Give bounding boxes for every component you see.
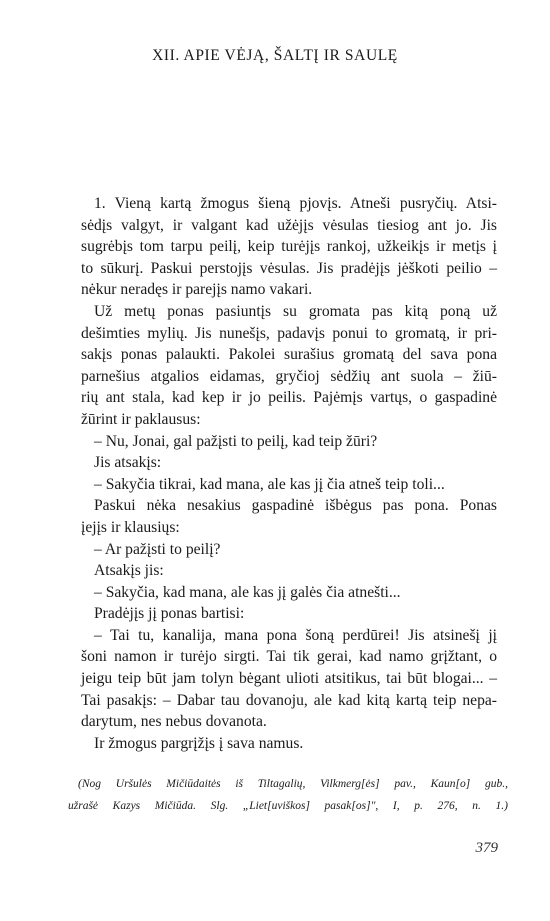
story-line: rių ant stala, kad kep ir jo peilis. Pajėmįs vartųs, o gaspadinė (81, 389, 497, 407)
story-line: dešimties mylių. Jis nunešįs, padavįs ponui to gromatą, ir pri- (81, 324, 497, 342)
story-line: – Nu, Jonai, gal pažįsti to peilį, kad teip žūri? (94, 432, 378, 450)
story-line: sėdįs valgyt, ir valgant kad užėjįs vėsulas tiesiog ant jo. Jis (81, 216, 497, 234)
story-line: įejįs ir klausiųs: (81, 518, 180, 536)
story-line: 1. Vieną kartą žmogus šieną pjovįs. Atneši pusryčių. Atsi- (94, 195, 497, 212)
story-line: Tai pasakįs: – Dabar tau dovanoju, ale kad kitą kartą teip nepa- (81, 691, 497, 709)
story-line: Ir žmogus pargrįžįs į sava namus. (94, 734, 304, 752)
story-line: Pradėjįs jį ponas bartisi: (94, 605, 245, 623)
story-line: Paskui nėka nesakius gaspadinė išbėgus pas pona. Ponas (94, 497, 497, 515)
story-line: parnešius atgalios eidamas, gryčioj sėdžių ant suola – žiū- (81, 367, 497, 385)
story-line: šoni namon ir turėjo sirgti. Tai tik gerai, kad namo grįžtant, o (81, 648, 497, 666)
story-line: – Sakyčia, kad mana, ale kas jį galės čia atnešti... (94, 583, 401, 601)
story-line: – Sakyčia tikrai, kad mana, ale kas jį čia atneš teip toli... (94, 475, 445, 493)
story-line: to sūkurį. Paskui perstojįs vėsulas. Jis pradėjįs jėškoti peilio – (81, 259, 497, 277)
story-line: sugrėbįs tom tarpu peilį, keip turėjįs rankoj, užkeikįs ir metįs į (81, 238, 497, 256)
story-line: – Ar pažįsti to peilį? (94, 540, 221, 558)
story-line: žūrint ir paklausus: (81, 410, 201, 428)
story-line: Už metų ponas pasiuntįs su gromata pas kitą poną už (94, 302, 497, 320)
story-line: darytum, nes nebus dovanota. (81, 713, 267, 731)
story-line: Atsakįs jis: (94, 562, 164, 580)
story-text (81, 193, 497, 754)
source-note (68, 773, 508, 817)
story-line: – Tai tu, kanalija, mana pona šoną perdūrei! Jis atsinešį jį (94, 626, 497, 644)
story-line: sakįs ponas palaukti. Pakolei surašius gromatą del sava pona (81, 346, 497, 364)
story-line: nėkur neradęs ir parejįs namo vakari. (81, 281, 313, 299)
source-line: užrašė Kazys Mičiūda. Slg. „Liet[uviškos] pasak[os]", I, p. 276, n. 1.) (68, 800, 508, 812)
story-line: Jis atsakįs: (94, 454, 162, 472)
story-line: jeigu teip būt jam tolyn bėgant ulioti atsitikus, tai būt blogai... – (81, 670, 497, 688)
chapter-title: XII. APIE VĖJĄ, ŠALTĮ IR SAULĘ (152, 47, 398, 64)
page-number: 379 (475, 840, 498, 856)
source-line: (Nog Uršulės Mičiūdaitės iš Tiltagalių, Vilkmerg[ės] pav., Kaun[o] gub., (78, 778, 508, 790)
